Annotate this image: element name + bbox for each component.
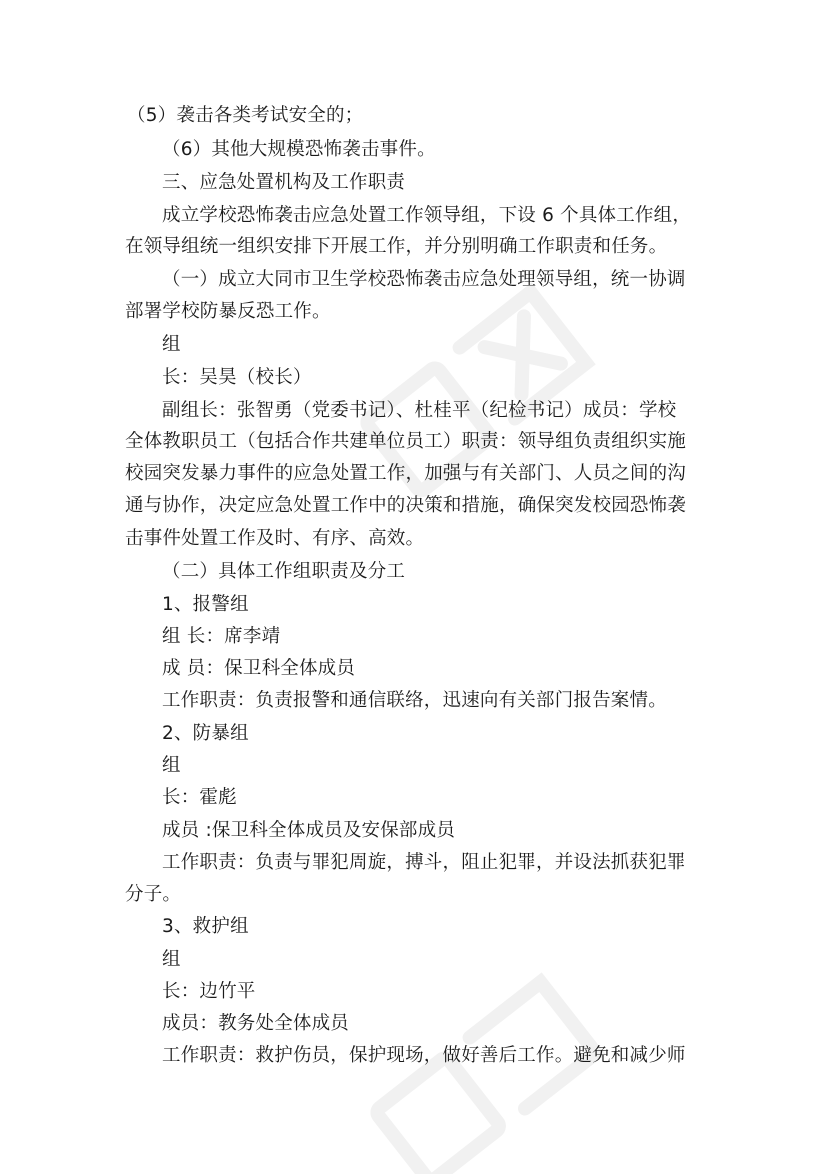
text-line-21: 组 [162,755,181,776]
text-line-10: 副组长：张智勇（党委书记）、杜桂平（纪检书记）成员：学校 [162,400,677,421]
text-line-7: 部署学校防暴反恐工作。 [125,301,331,322]
text-line-19: 工作职责：负责报警和通信联络，迅速向有关部门报告案情。 [162,690,667,711]
text-line-28: 长：边竹平 [162,981,256,1002]
text-line-13: 通与协作，决定应急处置工作中的决策和措施，确保突发校园恐怖袭 [125,495,687,516]
text-line-22: 长：霍彪 [162,787,237,808]
text-line-4: 成立学校恐怖袭击应急处置工作领导组，下设 6 个具体工作组， [162,205,692,226]
text-line-2: （6）其他大规模恐怖袭击事件。 [162,139,436,160]
text-line-23: 成员 :保卫科全体成员及安保部成员 [162,820,456,841]
text-line-9: 长：吴昊（校长） [162,367,312,388]
text-line-14: 击事件处置工作及时、有序、高效。 [125,528,425,549]
text-line-11: 全体教职员工（包括合作共建单位员工）职责：领导组负责组织实施 [125,431,687,452]
group-heading-1: 1、报警组 [162,594,249,615]
text-line-24: 工作职责：负责与罪犯周旋，搏斗，阻止犯罪，并设法抓获犯罪 [162,852,686,873]
text-line-25: 分子。 [125,884,182,905]
text-line-29: 成员：教务处全体成员 [162,1013,350,1034]
group-heading-2: 2、防暴组 [162,723,249,744]
text-line-30: 工作职责：救护伤员，保护现场，做好善后工作。避免和减少师 [162,1045,686,1066]
text-line-27: 组 [162,949,181,970]
text-line-8: 组 [162,334,181,355]
text-line-18: 成 员：保卫科全体成员 [162,658,356,679]
subsection-heading-2: （二）具体工作组职责及分工 [162,561,406,582]
group-heading-3: 3、救护组 [162,916,249,937]
text-line-17: 组 长：席李靖 [162,626,281,647]
subsection-heading-1: （一）成立大同市卫生学校恐怖袭击应急处理领导组，统一协调 [162,269,686,290]
text-line-1: （5）袭击各类考试安全的； [127,105,364,126]
section-heading: 三、应急处置机构及工作职责 [162,172,406,193]
text-line-12: 校园突发暴力事件的应急处置工作，加强与有关部门、人员之间的沟 [125,463,687,484]
text-line-5: 在领导组统一组织安排下开展工作，并分别明确工作职责和任务。 [125,236,668,257]
